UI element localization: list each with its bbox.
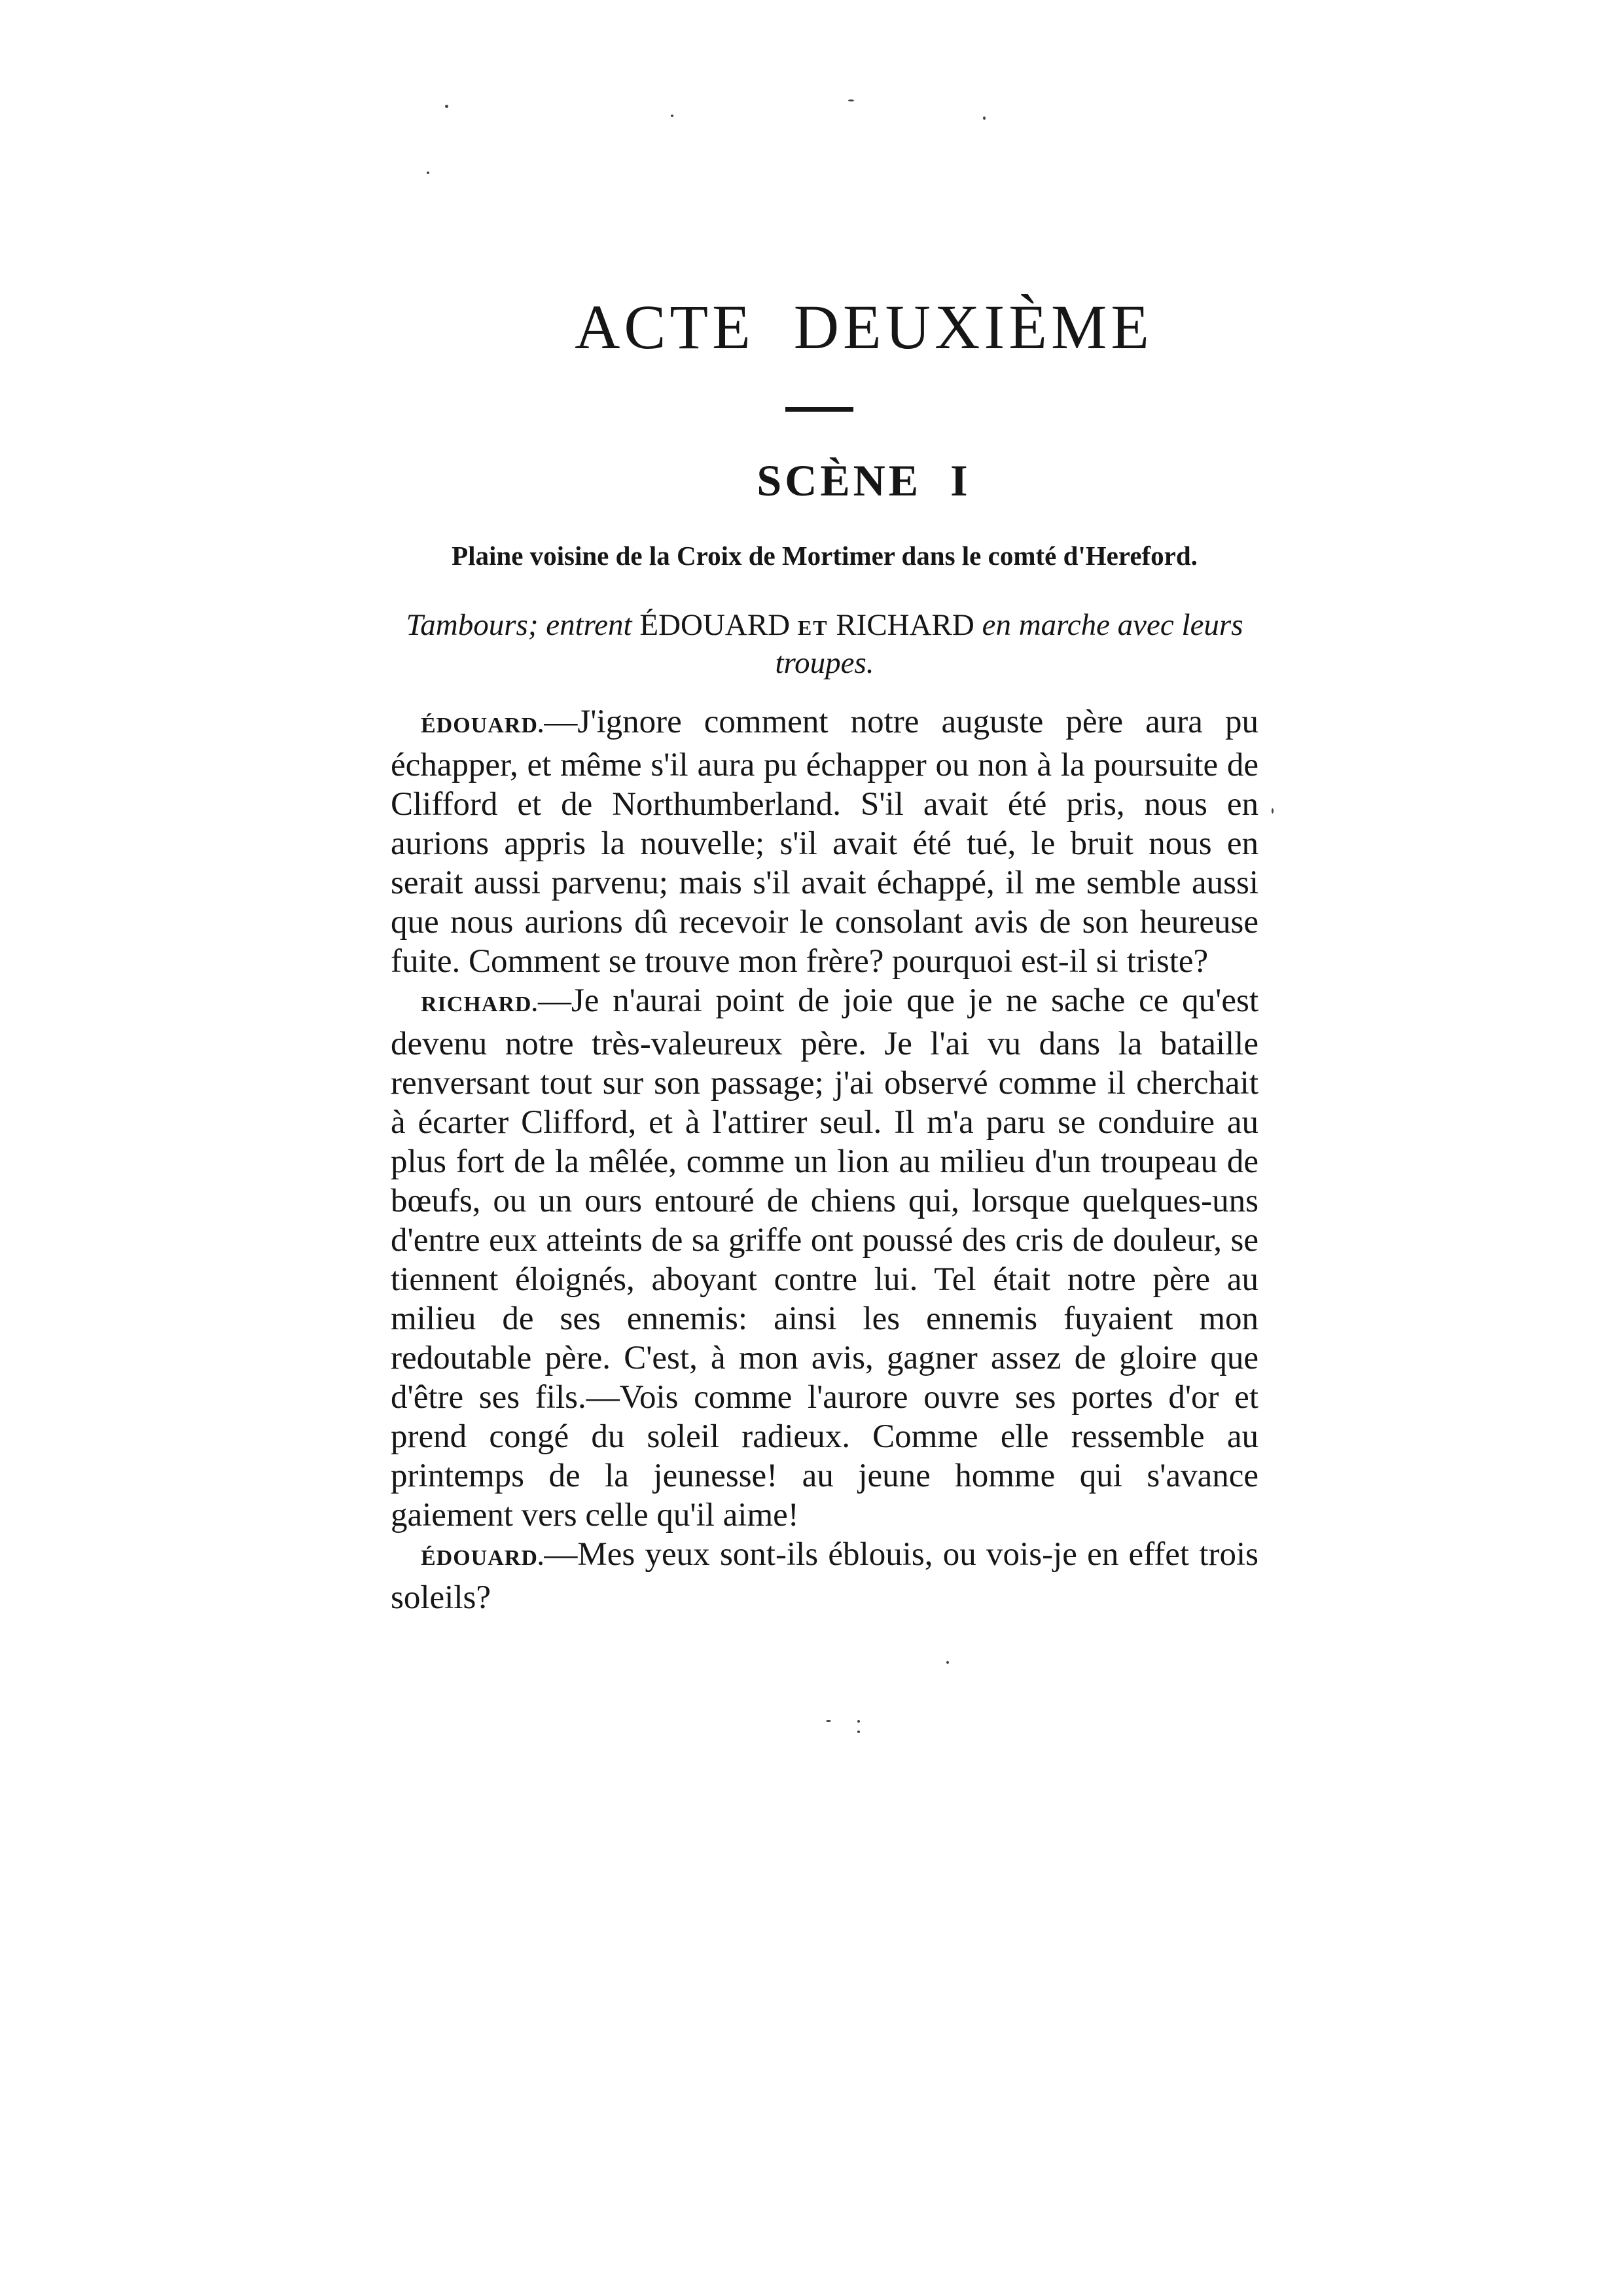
speaker-name: ÉDOUARD. [421,1546,544,1570]
page-speck [1272,808,1274,814]
page-speck [826,1720,831,1722]
stage-direction-after: en marche avec leurs troupes. [775,608,1243,680]
character-name-richard: RICHARD [836,608,974,642]
title-rule [785,407,853,412]
page-speck [946,1661,949,1664]
act-title: ACTE DEUXIÈME [575,292,1153,362]
speaker-name: ÉDOUARD. [421,713,544,738]
speech-edouard [391,1535,1258,1617]
scene-title: SCÈNE I [757,456,971,505]
dialogue [391,702,1258,1617]
page-speck [983,117,986,120]
speech-text: —Mes yeux sont-ils éblouis, ou vois-je en effet trois soleils? [391,1536,1258,1616]
stage-direction-conjunction: ET [797,616,829,639]
speech-richard [391,981,1258,1535]
page-speck [848,99,854,101]
page-speck [427,171,429,174]
speech-edouard [391,702,1258,981]
speech-text: —Je n'aurai point de joie que je ne sache ce qu'est devenu notre très-valeureux père. Je l'ai vu dans la bataille renversant tout sur son passage; j'ai observé comme il cherchait à écarter Clifford, et à l'attirer seul. Il m'a paru se conduire au plus fort de la mêlée, comme un lion au milieu d'un troupeau de bœufs, ou un ours entouré de chiens qui, lorsque quelques-uns d'entre eux atteints de sa griffe ont poussé des cris de douleur, se tiennent éloignés, aboyant contre lui. Tel était notre père au milieu de ses ennemis: ainsi les ennemis fuyaient mon redoutable père. C'est, à mon avis, gagner assez de gloire que d'être ses fils.—Vois comme l'aurore ouvre ses portes d'or et prend congé du soleil radieux. Comme elle ressemble au printemps de la jeunesse! au jeune homme qui s'avance gaiement vers celle qu'il aime! [391,982,1258,1534]
page-speck [857,1731,860,1733]
speech-text: —J'ignore comment notre auguste père aura pu échapper, et même s'il aura pu échapper ou non à la poursuite de Clifford et de Northumberland. S'il avait été pris, nous en aurions appris la nouvelle; s'il avait été tué, le bruit nous en serait aussi parvenu; mais s'il avait échappé, il me semble aussi que nous aurions dû recevoir le consolant avis de son heureuse fuite. Comment se trouve mon frère? pourquoi est-il si triste? [391,704,1258,980]
character-name-edouard: ÉDOUARD [639,608,791,642]
scene-setting: Plaine voisine de la Croix de Mortimer dans le comté d'Hereford. [452,541,1198,571]
stage-direction [393,607,1257,681]
page-speck [857,1720,860,1723]
page-speck [671,115,673,117]
stage-direction-before: Tambours; entrent [406,608,632,642]
page-speck [445,105,448,108]
speaker-name: RICHARD. [421,992,538,1016]
